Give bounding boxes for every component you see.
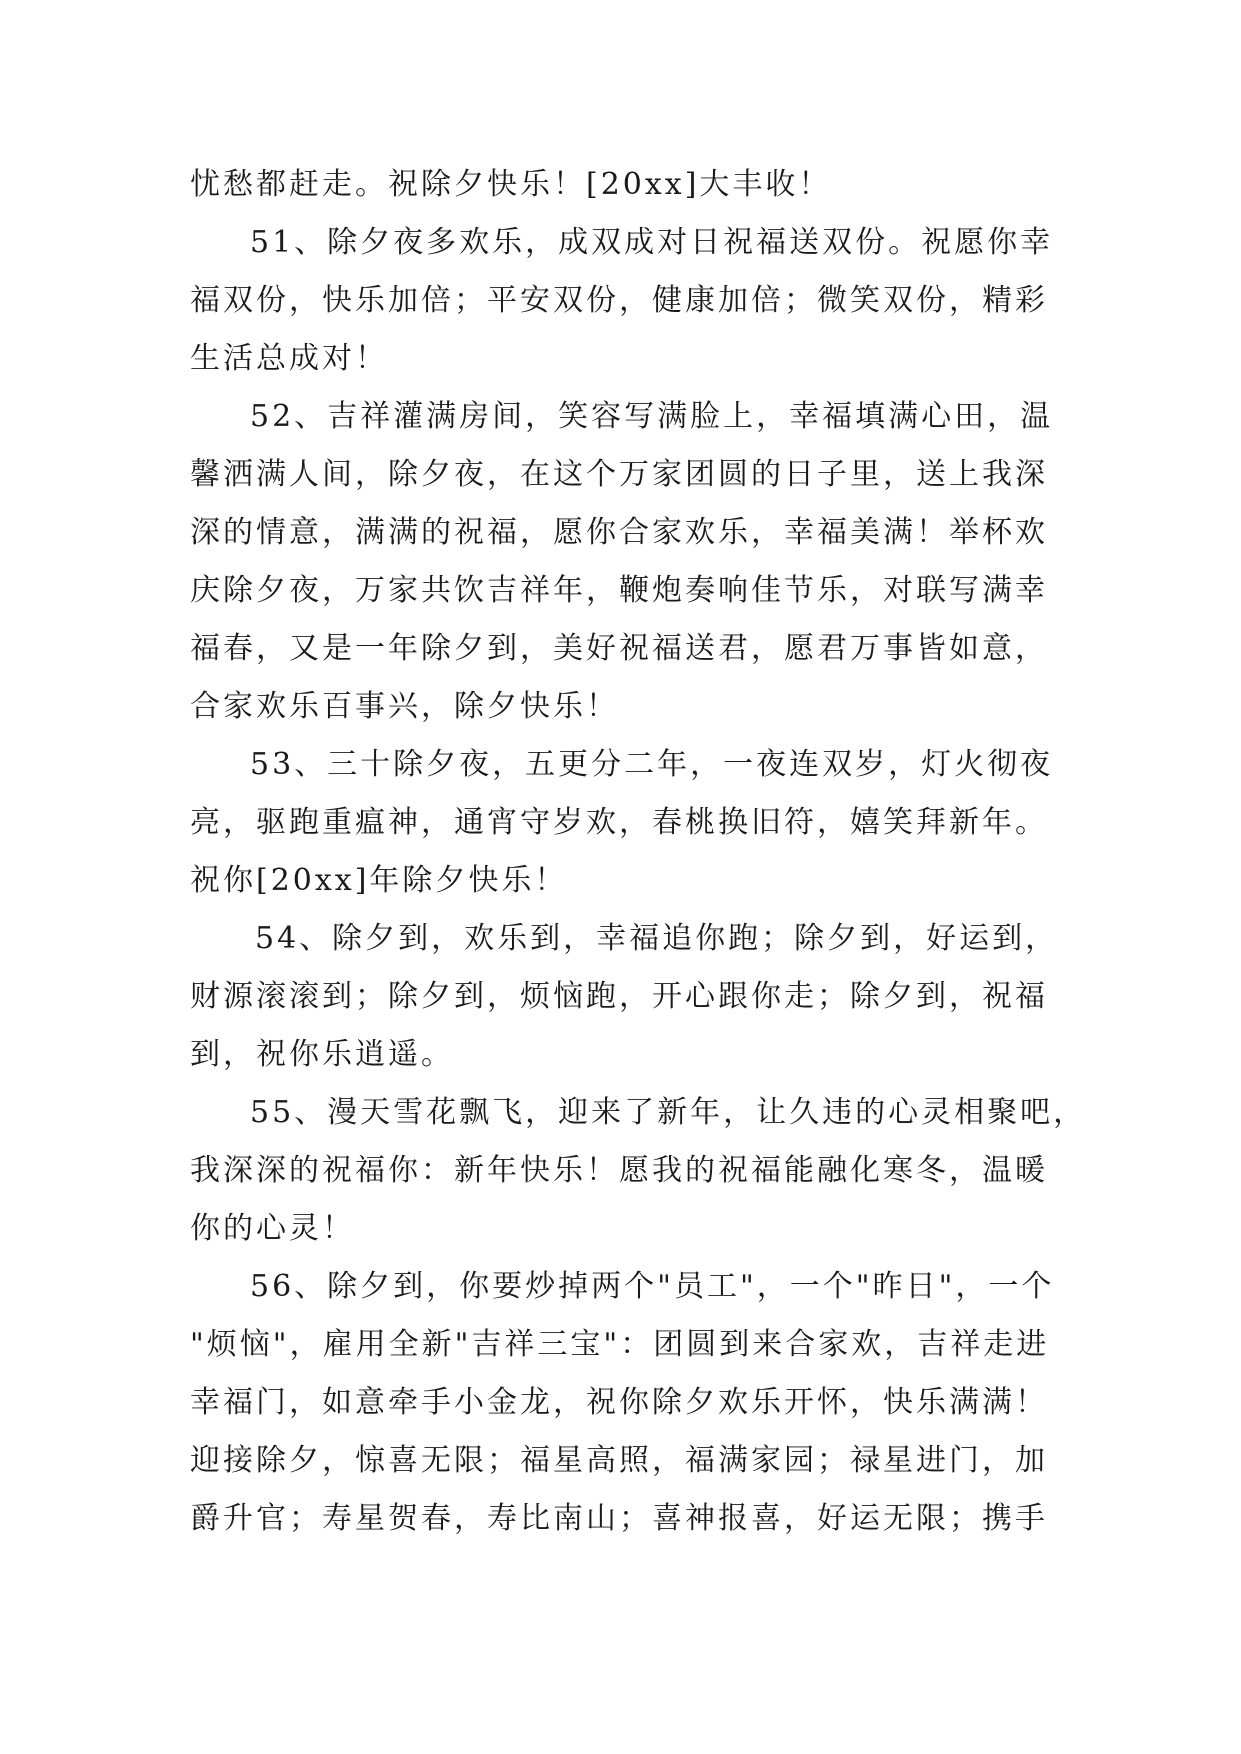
text-line: 庆除夕夜，万家共饮吉祥年，鞭炮奏响佳节乐，对联写满幸 [190, 573, 1048, 608]
text-line: 到，祝你乐逍遥。 [190, 1037, 454, 1072]
text-line: "烦恼"，雇用全新"吉祥三宝"：团圆到来合家欢，吉祥走进 [190, 1327, 1050, 1362]
text-line: 福春，又是一年除夕到，美好祝福送君，愿君万事皆如意， [190, 631, 1048, 666]
text-line: 财源滚滚到；除夕到，烦恼跑，开心跟你走；除夕到，祝福 [190, 979, 1048, 1014]
text-line: 迎接除夕，惊喜无限；福星高照，福满家园；禄星进门，加 [190, 1443, 1048, 1478]
text-line: 亮，驱跑重瘟神，通宵守岁欢，春桃换旧符，嬉笑拜新年。 [190, 805, 1048, 840]
text-line: 我深深的祝福你：新年快乐！愿我的祝福能融化寒冬，温暖 [190, 1153, 1048, 1188]
text-line: 深的情意，满满的祝福，愿你合家欢乐，幸福美满！举杯欢 [190, 515, 1048, 550]
text-line: 爵升官；寿星贺春，寿比南山；喜神报喜，好运无限；携手 [190, 1501, 1048, 1536]
text-line: 56、除夕到，你要炒掉两个"员工"，一个"昨日"，一个 [250, 1269, 1055, 1304]
text-line: 51、除夕夜多欢乐，成双成对日祝福送双份。祝愿你幸 [250, 225, 1054, 260]
text-line: 祝你[20xx]年除夕快乐！ [190, 863, 568, 898]
text-line: 福双份，快乐加倍；平安双份，健康加倍；微笑双份，精彩 [190, 283, 1048, 318]
text-line: 53、三十除夕夜，五更分二年，一夜连双岁，灯火彻夜 [250, 747, 1054, 782]
text-line: 幸福门，如意牵手小金龙，祝你除夕欢乐开怀，快乐满满！ [190, 1385, 1048, 1420]
text-line: 生活总成对！ [190, 341, 388, 376]
text-line: 合家欢乐百事兴，除夕快乐！ [190, 689, 619, 724]
text-line: 忧愁都赶走。祝除夕快乐！[20xx]大丰收！ [190, 167, 832, 202]
text-line: 55、漫天雪花飘飞，迎来了新年，让久违的心灵相聚吧， [250, 1095, 1087, 1130]
text-line: 馨洒满人间，除夕夜，在这个万家团圆的日子里，送上我深 [190, 457, 1048, 492]
text-line: 52、吉祥灌满房间，笑容写满脸上，幸福填满心田，温 [250, 399, 1054, 434]
text-line: 你的心灵！ [190, 1211, 355, 1246]
text-line: 54、除夕到，欢乐到，幸福追你跑；除夕到，好运到， [255, 921, 1059, 956]
